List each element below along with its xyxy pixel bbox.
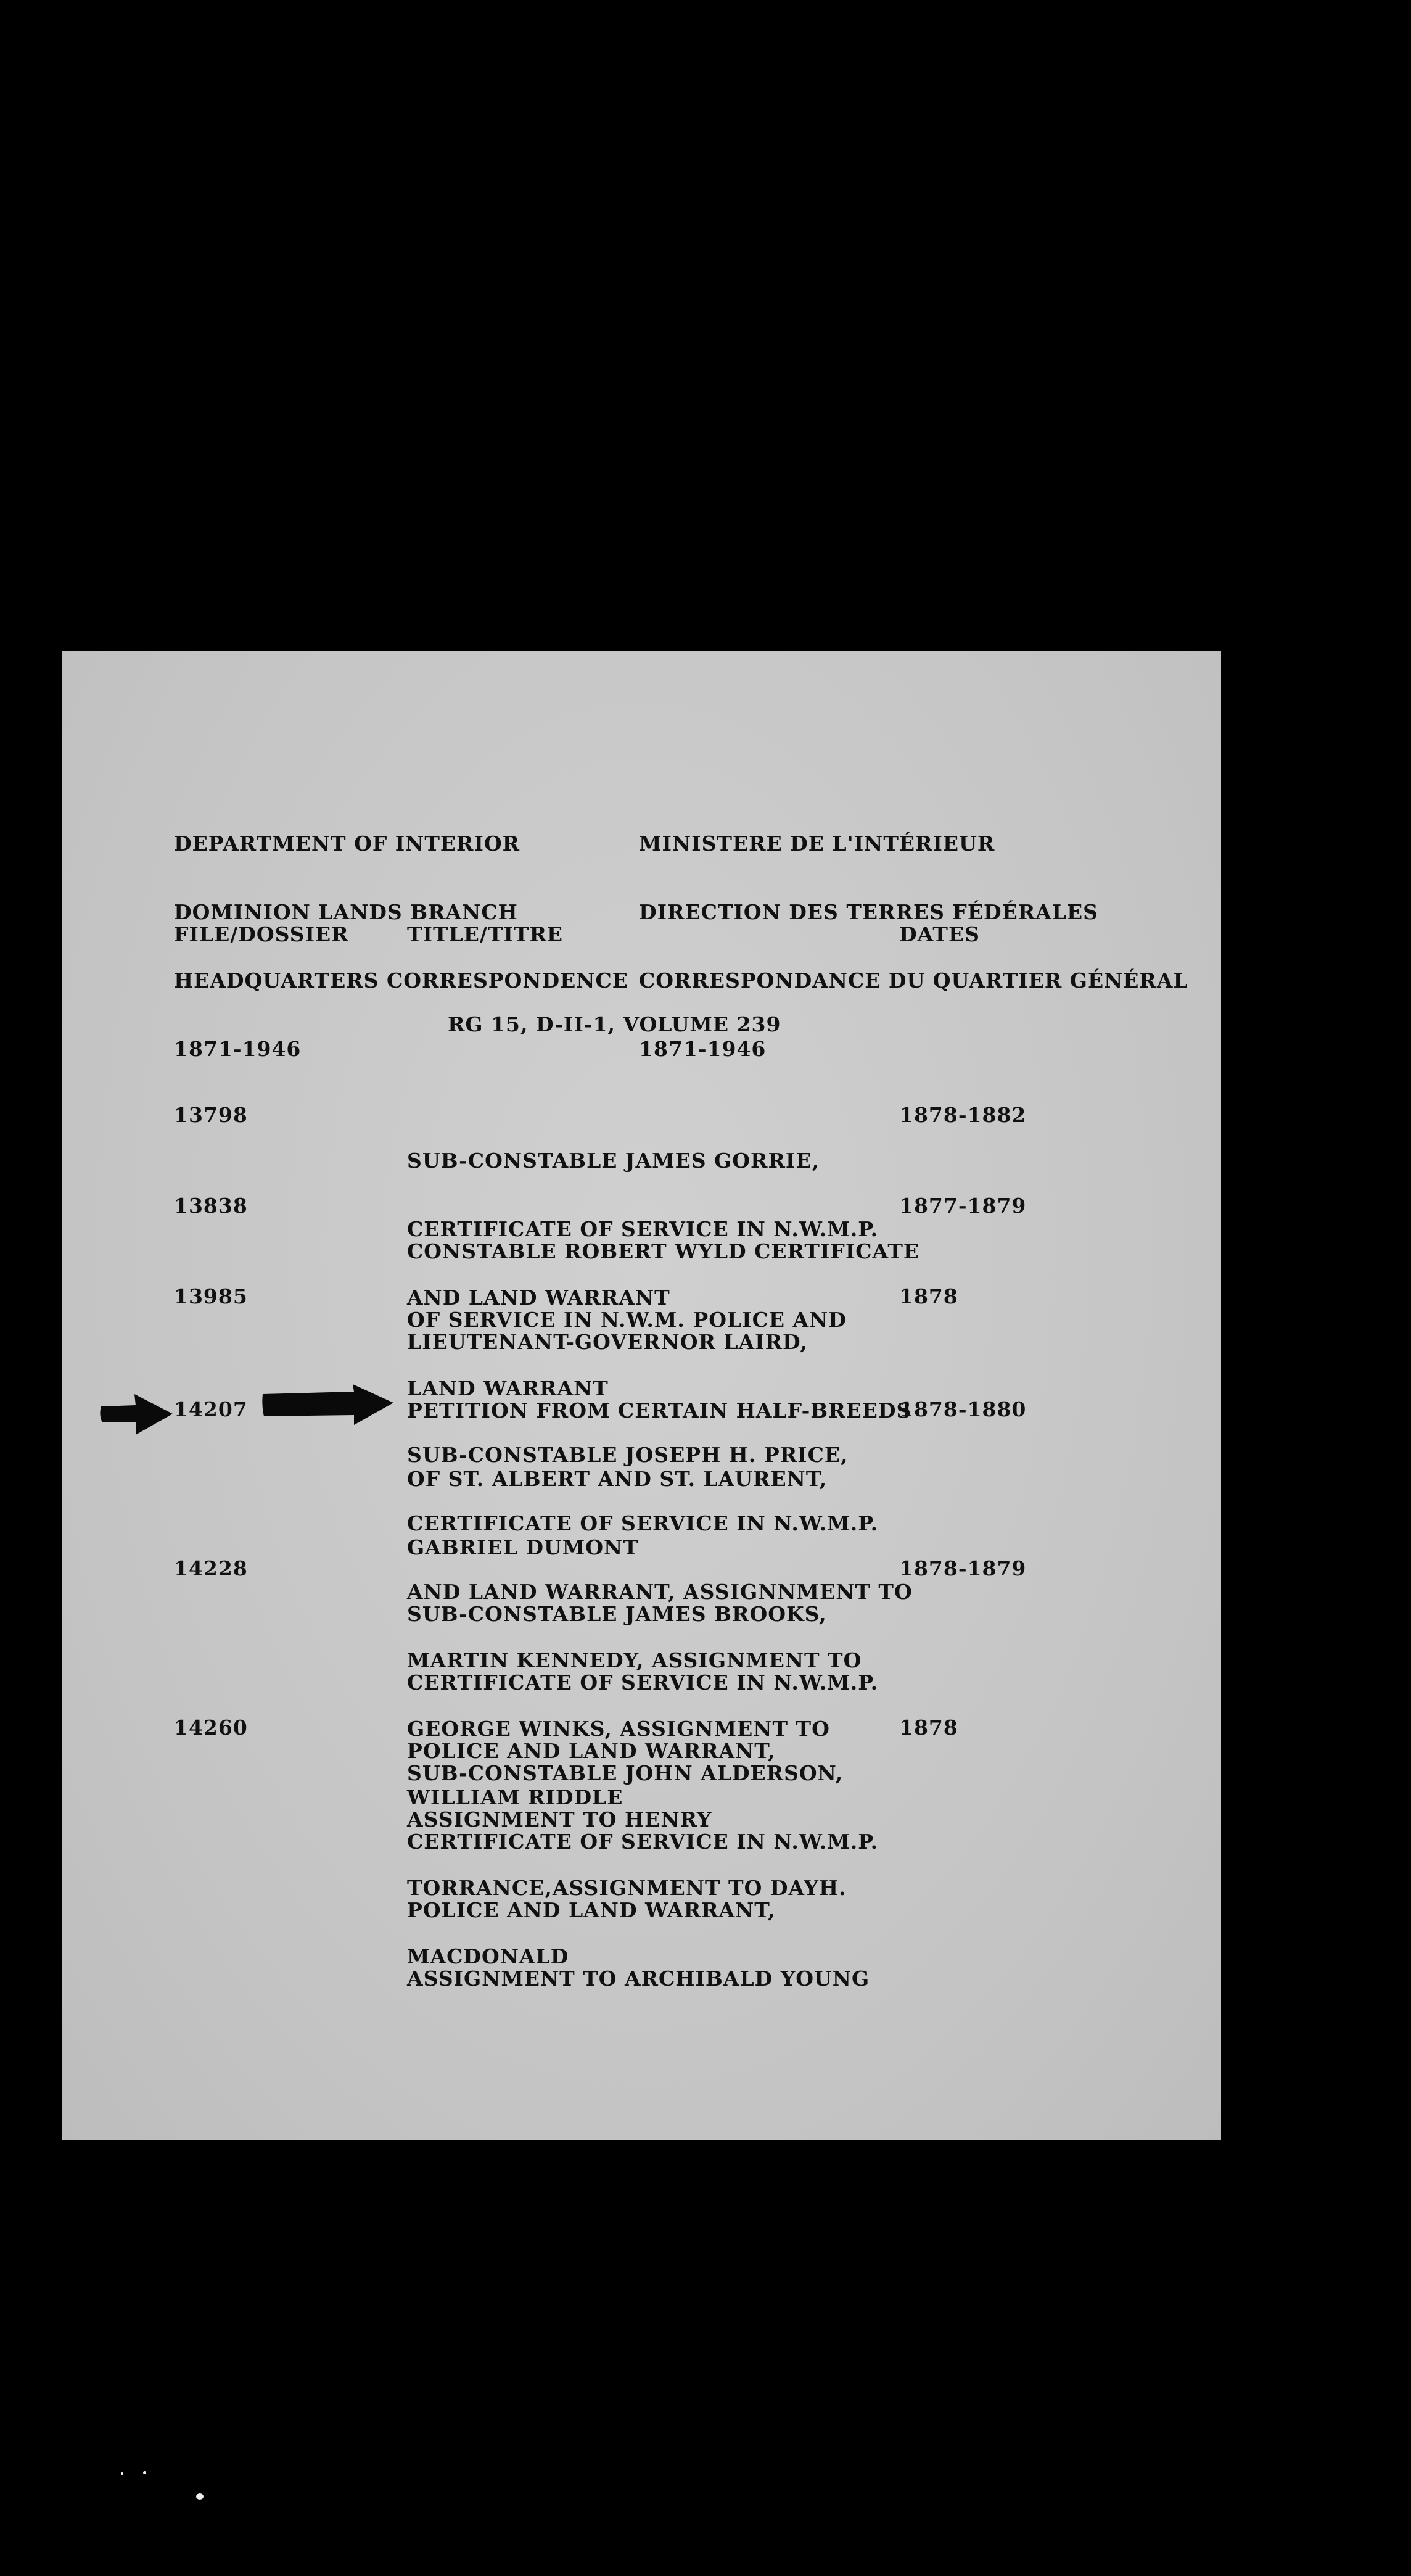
title-line: SUB-CONSTABLE JOSEPH H. PRICE, bbox=[407, 1443, 849, 1467]
title-line: WILLIAM RIDDLE bbox=[407, 1785, 623, 1809]
arrow-right-icon bbox=[261, 1384, 395, 1425]
title-line: CONSTABLE ROBERT WYLD CERTIFICATE bbox=[407, 1239, 920, 1263]
title-line: MARTIN KENNEDY, ASSIGNMENT TO bbox=[407, 1648, 862, 1672]
title-line: SUB-CONSTABLE JOHN ALDERSON, bbox=[407, 1761, 844, 1785]
entry-dates: 1878-1879 bbox=[899, 1556, 1027, 1580]
column-heading-title: TITLE/TITRE bbox=[407, 922, 564, 946]
title-line: CERTIFICATE OF SERVICE IN N.W.M.P. bbox=[407, 1670, 879, 1695]
title-line: PETITION FROM CERTAIN HALF-BREEDS bbox=[407, 1398, 912, 1422]
title-line: ASSIGNMENT TO HENRY bbox=[407, 1807, 712, 1831]
scan-speck bbox=[196, 2493, 204, 2500]
entry-title bbox=[407, 1716, 878, 2036]
title-line: MACDONALD bbox=[407, 1944, 569, 1968]
file-number: 13798 bbox=[174, 1103, 248, 1127]
title-line: OF SERVICE IN N.W.M. POLICE AND bbox=[407, 1308, 847, 1332]
title-line: GABRIEL DUMONT bbox=[407, 1535, 639, 1559]
title-line: OF ST. ALBERT AND ST. LAURENT, bbox=[407, 1467, 828, 1491]
title-line: LAND WARRANT bbox=[407, 1376, 609, 1400]
header-line: MINISTERE DE L'INTÉRIEUR bbox=[639, 832, 995, 856]
entry-dates: 1878-1882 bbox=[899, 1103, 1027, 1127]
file-number: 14260 bbox=[174, 1715, 248, 1740]
entry-dates: 1878 bbox=[899, 1715, 958, 1740]
title-line: SUB-CONSTABLE JAMES GORRIE, bbox=[407, 1149, 820, 1173]
scan-speck bbox=[121, 2472, 123, 2475]
entry-dates: 1878 bbox=[899, 1284, 958, 1308]
volume-heading: RG 15, D-II-1, VOLUME 239 bbox=[448, 1012, 781, 1036]
scan-speck bbox=[143, 2471, 146, 2474]
column-heading-dates: DATES bbox=[899, 922, 980, 946]
title-line: AND LAND WARRANT, ASSIGNNMENT TO bbox=[407, 1580, 913, 1604]
title-line: POLICE AND LAND WARRANT, bbox=[407, 1898, 776, 1922]
entry-dates: 1877-1879 bbox=[899, 1194, 1027, 1218]
title-line: POLICE AND LAND WARRANT, bbox=[407, 1739, 776, 1763]
file-number: 13985 bbox=[174, 1284, 248, 1308]
file-number: 13838 bbox=[174, 1194, 248, 1218]
title-line: CERTIFICATE OF SERVICE IN N.W.M.P. bbox=[407, 1217, 879, 1241]
entry-dates: 1878-1880 bbox=[899, 1397, 1027, 1421]
header-line: 1871-1946 bbox=[639, 1037, 767, 1061]
title-line: LIEUTENANT-GOVERNOR LAIRD, bbox=[407, 1330, 808, 1354]
title-line: TORRANCE,ASSIGNMENT TO DAYH. bbox=[407, 1876, 847, 1900]
title-line: SUB-CONSTABLE JAMES BROOKS, bbox=[407, 1602, 827, 1626]
header-line: CORRESPONDANCE DU QUARTIER GÉNÉRAL bbox=[639, 968, 1188, 993]
header-line: HEADQUARTERS CORRESPONDENCE bbox=[174, 968, 628, 993]
title-line: ASSIGNMENT TO ARCHIBALD YOUNG bbox=[407, 1967, 870, 1991]
header-line: 1871-1946 bbox=[174, 1037, 302, 1061]
file-number: 14207 bbox=[174, 1397, 248, 1421]
column-heading-file: FILE/DOSSIER bbox=[174, 922, 349, 946]
file-number: 14228 bbox=[174, 1556, 248, 1580]
arrow-right-icon bbox=[100, 1392, 174, 1436]
header-line: DIRECTION DES TERRES FÉDÉRALES bbox=[639, 900, 1098, 924]
title-line: AND LAND WARRANT bbox=[407, 1286, 670, 1310]
title-line: GEORGE WINKS, ASSIGNMENT TO bbox=[407, 1717, 830, 1741]
title-line: CERTIFICATE OF SERVICE IN N.W.M.P. bbox=[407, 1511, 879, 1535]
header-line: DEPARTMENT OF INTERIOR bbox=[174, 832, 520, 856]
header-line: DOMINION LANDS BRANCH bbox=[174, 900, 518, 924]
title-line: CERTIFICATE OF SERVICE IN N.W.M.P. bbox=[407, 1830, 879, 1854]
